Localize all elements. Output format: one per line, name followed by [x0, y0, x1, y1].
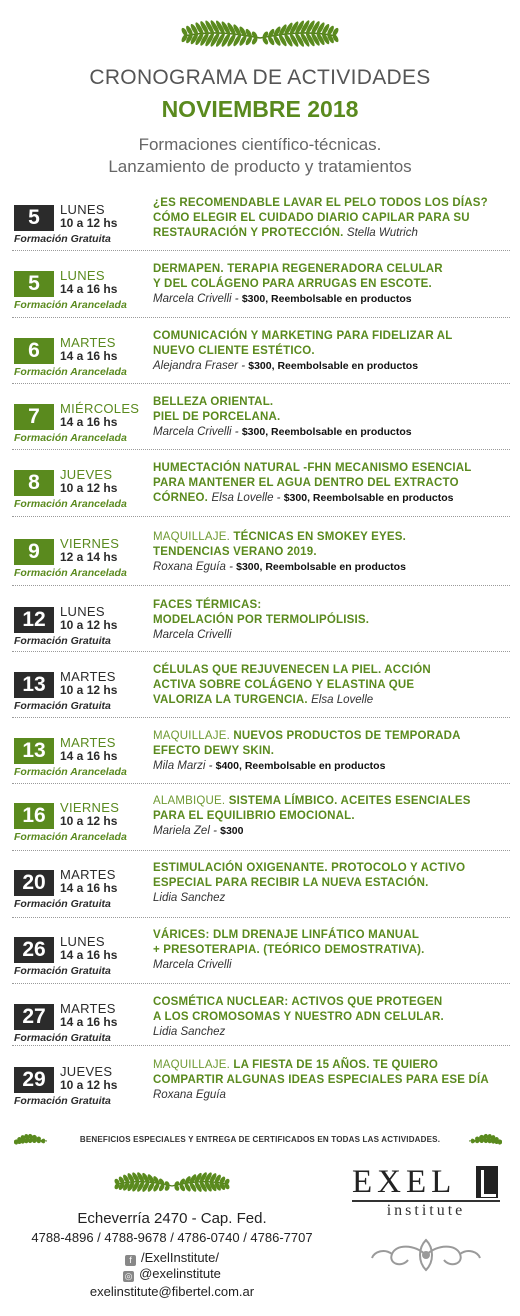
- event-description: [153, 530, 513, 575]
- event-description: [153, 329, 513, 374]
- instagram-link[interactable]: [0, 1266, 344, 1282]
- event-title-text: DERMAPEN. TERAPIA REGENERADORA CELULAR: [153, 263, 443, 275]
- header: [0, 0, 520, 180]
- speaker-name: Marcela Crivelli: [153, 959, 232, 971]
- description-line: [153, 744, 513, 759]
- exel-logo: [352, 1166, 500, 1230]
- schedule-row: [12, 458, 510, 514]
- schedule-row: [12, 595, 510, 651]
- formation-type-label: Formación Gratuita: [14, 898, 111, 910]
- event-description: [153, 995, 513, 1040]
- logo-subtitle: institute: [386, 1202, 466, 1219]
- event-title-text: ESPECIAL PARA RECIBIR LA NUEVA ESTACIÓN.: [153, 877, 429, 889]
- day-number-badge: 13: [14, 672, 54, 698]
- category-label: MAQUILLAJE.: [153, 1059, 234, 1071]
- event-title-text: RESTAURACIÓN Y PROTECCIÓN.: [153, 227, 347, 239]
- price-label: $300, Reembolsable en productos: [236, 561, 406, 573]
- description-line: [153, 560, 513, 575]
- weekday-label: VIERNES: [60, 800, 120, 815]
- description-line: [153, 277, 513, 292]
- description-line: [153, 729, 513, 744]
- description-line: [153, 226, 513, 241]
- description-line: [153, 628, 513, 643]
- formation-type-label: Formación Arancelada: [14, 567, 127, 579]
- hours-label: 10 a 12 hs: [60, 216, 118, 230]
- weekday-label: MARTES: [60, 867, 116, 882]
- event-title-text: EFECTO DEWY SKIN.: [153, 745, 275, 757]
- event-description: [153, 395, 513, 440]
- speaker-name: -: [225, 561, 237, 573]
- event-title-text: TENDENCIAS VERANO 2019.: [153, 546, 317, 558]
- weekday-label: LUNES: [60, 268, 105, 283]
- description-line: [153, 545, 513, 560]
- row-separator: [12, 651, 510, 652]
- event-title-text: FACES TÉRMICAS:: [153, 599, 262, 611]
- fern-leaf-icon: [468, 1132, 502, 1148]
- event-title-text: PIEL DE PORCELANA.: [153, 411, 281, 423]
- speaker-name: -: [205, 760, 216, 772]
- hours-label: 10 a 12 hs: [60, 481, 118, 495]
- facebook-handle[interactable]: /ExelInstitute/: [140, 1250, 220, 1265]
- description-line: [153, 329, 513, 344]
- footer: [0, 1160, 520, 1316]
- day-number-badge: 20: [14, 870, 54, 896]
- speaker-name: Marcela Crivelli: [153, 629, 232, 641]
- schedule-row: [12, 925, 510, 981]
- row-separator: [12, 983, 510, 984]
- hours-label: 14 a 16 hs: [60, 282, 118, 296]
- event-description: [153, 861, 513, 906]
- logo-word: EXEL: [352, 1164, 457, 1200]
- description-line: [153, 794, 513, 809]
- event-title-text: CÓMO ELEGIR EL CUIDADO DIARIO CAPILAR PARA SU: [153, 212, 470, 224]
- instagram-handle[interactable]: @exelinstitute: [139, 1266, 221, 1281]
- description-line: [153, 759, 513, 774]
- event-title-text: PARA MANTENER EL AGUA DENTRO DEL EXTRACTO: [153, 477, 459, 489]
- event-title-text: COMUNICACIÓN Y MARKETING PARA FIDELIZAR AL: [153, 330, 453, 342]
- day-number-badge: 27: [14, 1004, 54, 1030]
- hours-label: 10 a 12 hs: [60, 618, 118, 632]
- event-description: [153, 598, 513, 643]
- event-title-text: A LOS CROMOSOMAS Y NUESTRO ADN CELULAR.: [153, 1011, 444, 1023]
- description-line: [153, 958, 513, 973]
- speaker-name: Roxana Eguía: [153, 1089, 226, 1101]
- description-line: [153, 491, 513, 506]
- description-line: [153, 476, 513, 491]
- day-number-badge: 5: [14, 205, 54, 231]
- day-number-badge: 26: [14, 937, 54, 963]
- speaker-name: Roxana Eguía: [153, 561, 226, 573]
- description-line: [153, 410, 513, 425]
- speaker-name: Elsa Lovelle: [311, 694, 374, 706]
- speaker-name: -: [238, 360, 249, 372]
- event-title-text: COSMÉTICA NUCLEAR: ACTIVOS QUE PROTEGEN: [153, 996, 443, 1008]
- event-title-text: COMPARTIR ALGUNAS IDEAS ESPECIALES PARA ESE DÍA: [153, 1074, 489, 1086]
- weekday-label: MIÉRCOLES: [60, 401, 140, 416]
- description-line: [153, 928, 513, 943]
- description-line: [153, 678, 513, 693]
- weekday-label: MARTES: [60, 1001, 116, 1016]
- event-title-text: PARA EL EQUILIBRIO EMOCIONAL.: [153, 810, 355, 822]
- row-separator: [12, 317, 510, 318]
- formation-type-label: Formación Arancelada: [14, 498, 127, 510]
- event-title-text: MODELACIÓN POR TERMOLIPÓLISIS.: [153, 614, 370, 626]
- row-separator: [12, 516, 510, 517]
- description-line: [153, 461, 513, 476]
- hours-label: 10 a 12 hs: [60, 683, 118, 697]
- description-line: [153, 891, 513, 906]
- schedule-row: [12, 259, 510, 315]
- weekday-label: MARTES: [60, 735, 116, 750]
- event-title-text: ¿ES RECOMENDABLE LAVAR EL PELO TODOS LOS DÍAS?: [153, 197, 488, 209]
- row-separator: [12, 850, 510, 851]
- description-line: [153, 359, 513, 374]
- speaker-name: -: [231, 293, 242, 305]
- instagram-icon: ◎: [124, 1271, 133, 1281]
- price-label: $300, Reembolsable en productos: [248, 360, 419, 372]
- row-separator: [12, 917, 510, 918]
- description-line: [153, 196, 513, 211]
- speaker-name: -: [231, 426, 242, 438]
- speaker-name: Lidia Sanchez: [153, 892, 226, 904]
- description-line: [153, 809, 513, 824]
- schedule-row: [12, 660, 510, 716]
- email-link[interactable]: exelinstitute@fibertel.com.ar: [89, 1284, 255, 1299]
- hours-label: 14 a 16 hs: [60, 948, 118, 962]
- price-label: $300, Reembolsable en productos: [241, 426, 412, 438]
- event-title-text: ESTIMULACIÓN OXIGENANTE. PROTOCOLO Y ACTIVO: [153, 862, 466, 874]
- row-separator: [12, 783, 510, 784]
- speaker-name: -: [209, 825, 221, 837]
- event-title-text: + PRESOTERAPIA. (TEÓRICO DEMOSTRATIVA).: [153, 944, 425, 956]
- day-number-badge: 29: [14, 1067, 54, 1093]
- event-title-text: HUMECTACIÓN NATURAL -FHN MECANISMO ESENCIAL: [153, 462, 472, 474]
- event-description: [153, 794, 513, 839]
- description-line: [153, 292, 513, 307]
- description-line: [153, 1088, 513, 1103]
- speaker-name: Alejandra Fraser: [153, 360, 239, 372]
- weekday-label: LUNES: [60, 604, 105, 619]
- logo-mark-icon: [476, 1166, 498, 1198]
- description-line: [153, 1025, 513, 1040]
- subtitle-line-2: Lanzamiento de producto y tratamientos: [108, 157, 412, 176]
- schedule-row: [12, 193, 510, 249]
- speaker-name: Stella Wutrich: [346, 227, 418, 239]
- description-line: [153, 995, 513, 1010]
- event-title-text: TÉCNICAS EN SMOKEY EYES.: [233, 531, 407, 543]
- description-line: [153, 530, 513, 545]
- schedule-row: [12, 1055, 510, 1111]
- weekday-label: VIERNES: [60, 536, 120, 551]
- description-line: [153, 395, 513, 410]
- day-number-badge: 12: [14, 607, 54, 633]
- event-title-text: LA FIESTA DE 15 AÑOS. TE QUIERO: [233, 1059, 439, 1071]
- formation-type-label: Formación Arancelada: [14, 432, 127, 444]
- month-title: NOVIEMBRE 2018: [161, 96, 359, 122]
- schedule-row: [12, 858, 510, 914]
- speaker-name: Marcela Crivelli: [153, 293, 232, 305]
- event-description: [153, 1058, 513, 1103]
- event-title-text: ACTIVA SOBRE COLÁGENO Y ELASTINA QUE: [153, 679, 415, 691]
- day-number-badge: 7: [14, 404, 54, 430]
- day-number-badge: 5: [14, 271, 54, 297]
- event-description: [153, 461, 513, 506]
- event-description: [153, 928, 513, 973]
- event-title-text: Y DEL COLÁGENO PARA ARRUGAS EN ESCOTE.: [153, 278, 432, 290]
- description-line: [153, 943, 513, 958]
- fern-leaf-icon: [14, 1132, 48, 1148]
- speaker-name: Elsa Lovelle: [211, 492, 274, 504]
- address: Echeverría 2470 - Cap. Fed.: [77, 1210, 267, 1227]
- hours-label: 14 a 16 hs: [60, 881, 118, 895]
- weekday-label: MARTES: [60, 335, 116, 350]
- row-separator: [12, 383, 510, 384]
- speaker-name: Marcela Crivelli: [153, 426, 232, 438]
- price-label: $400, Reembolsable en productos: [215, 760, 386, 772]
- fern-branch-icon: [112, 1160, 232, 1198]
- hours-label: 14 a 16 hs: [60, 1015, 118, 1029]
- row-separator: [12, 585, 510, 586]
- speaker-name: Mila Marzi: [153, 760, 206, 772]
- event-title-text: CÓRNEO.: [153, 492, 212, 504]
- description-line: [153, 211, 513, 226]
- weekday-label: LUNES: [60, 202, 105, 217]
- description-line: [153, 598, 513, 613]
- schedule-row: [12, 726, 510, 782]
- day-number-badge: 6: [14, 338, 54, 364]
- weekday-label: JUEVES: [60, 467, 113, 482]
- row-separator: [12, 717, 510, 718]
- formation-type-label: Formación Gratuita: [14, 233, 111, 245]
- schedule-row: [12, 392, 510, 448]
- benefits-banner: [0, 1132, 520, 1152]
- price-label: $300, Reembolsable en productos: [283, 492, 454, 504]
- formation-type-label: Formación Gratuita: [14, 700, 111, 712]
- formation-type-label: Formación Gratuita: [14, 635, 111, 647]
- hours-label: 14 a 16 hs: [60, 349, 118, 363]
- hours-label: 12 a 14 hs: [60, 550, 118, 564]
- event-title-text: SISTEMA LÍMBICO. ACEITES ESENCIALES: [228, 795, 471, 807]
- day-number-badge: 9: [14, 539, 54, 565]
- subtitle-line-1: Formaciones científico-técnicas.: [138, 135, 382, 154]
- event-description: [153, 196, 513, 241]
- fern-branch-icon: [178, 8, 342, 54]
- description-line: [153, 262, 513, 277]
- weekday-label: MARTES: [60, 669, 116, 684]
- category-label: MAQUILLAJE.: [153, 730, 234, 742]
- description-line: [153, 693, 513, 708]
- day-number-badge: 8: [14, 470, 54, 496]
- formation-type-label: Formación Gratuita: [14, 1032, 111, 1044]
- event-title-text: VALORIZA LA TURGENCIA.: [153, 694, 312, 706]
- description-line: [153, 613, 513, 628]
- row-separator: [12, 250, 510, 251]
- benefits-text: BENEFICIOS ESPECIALES Y ENTREGA DE CERTIFICADOS EN TODAS LAS ACTIVIDADES.: [79, 1135, 441, 1144]
- day-number-badge: 16: [14, 803, 54, 829]
- event-title-text: NUEVO CLIENTE ESTÉTICO.: [153, 345, 315, 357]
- row-separator: [12, 1045, 510, 1046]
- formation-type-label: Formación Arancelada: [14, 366, 127, 378]
- formation-type-label: Formación Gratuita: [14, 965, 111, 977]
- hours-label: 10 a 12 hs: [60, 1078, 118, 1092]
- event-description: [153, 262, 513, 307]
- description-line: [153, 861, 513, 876]
- event-title-text: VÁRICES: DLM DRENAJE LINFÁTICO MANUAL: [153, 929, 420, 941]
- speaker-name: -: [273, 492, 284, 504]
- hours-label: 14 a 16 hs: [60, 749, 118, 763]
- schedule-row: [12, 527, 510, 583]
- row-separator: [12, 449, 510, 450]
- weekday-label: JUEVES: [60, 1064, 113, 1079]
- description-line: [153, 824, 513, 839]
- description-line: [153, 425, 513, 440]
- phone-numbers: 4788-4896 / 4788-9678 / 4786-0740 / 4786-7707: [31, 1230, 313, 1245]
- event-title-text: CÉLULAS QUE REJUVENECEN LA PIEL. ACCIÓN: [153, 664, 431, 676]
- description-line: [153, 1058, 513, 1073]
- description-line: [153, 663, 513, 678]
- category-label: MAQUILLAJE.: [153, 531, 234, 543]
- description-line: [153, 1010, 513, 1025]
- event-description: [153, 729, 513, 774]
- facebook-icon: f: [125, 1255, 136, 1266]
- schedule-row: [12, 791, 510, 847]
- description-line: [153, 1073, 513, 1088]
- event-description: [153, 663, 513, 708]
- description-line: [153, 344, 513, 359]
- schedule-row: [12, 326, 510, 382]
- description-line: [153, 876, 513, 891]
- speaker-name: Mariela Zel: [153, 825, 210, 837]
- event-title-text: BELLEZA ORIENTAL.: [153, 396, 274, 408]
- facebook-link[interactable]: [0, 1250, 344, 1266]
- price-label: $300, Reembolsable en productos: [241, 293, 412, 305]
- formation-type-label: Formación Arancelada: [14, 299, 127, 311]
- formation-type-label: Formación Arancelada: [14, 766, 127, 778]
- schedule-row: [12, 992, 510, 1048]
- formation-type-label: Formación Gratuita: [14, 1095, 111, 1107]
- formation-type-label: Formación Arancelada: [14, 831, 127, 843]
- event-title-text: NUEVOS PRODUCTOS DE TEMPORADA: [233, 730, 461, 742]
- hours-label: 10 a 12 hs: [60, 814, 118, 828]
- day-number-badge: 13: [14, 738, 54, 764]
- weekday-label: LUNES: [60, 934, 105, 949]
- hours-label: 14 a 16 hs: [60, 415, 118, 429]
- page-title: CRONOGRAMA DE ACTIVIDADES: [89, 66, 431, 89]
- speaker-name: Lidia Sanchez: [153, 1026, 226, 1038]
- ornament-icon: [366, 1234, 486, 1276]
- price-label: $300: [220, 825, 244, 837]
- category-label: ALAMBIQUE.: [153, 795, 229, 807]
